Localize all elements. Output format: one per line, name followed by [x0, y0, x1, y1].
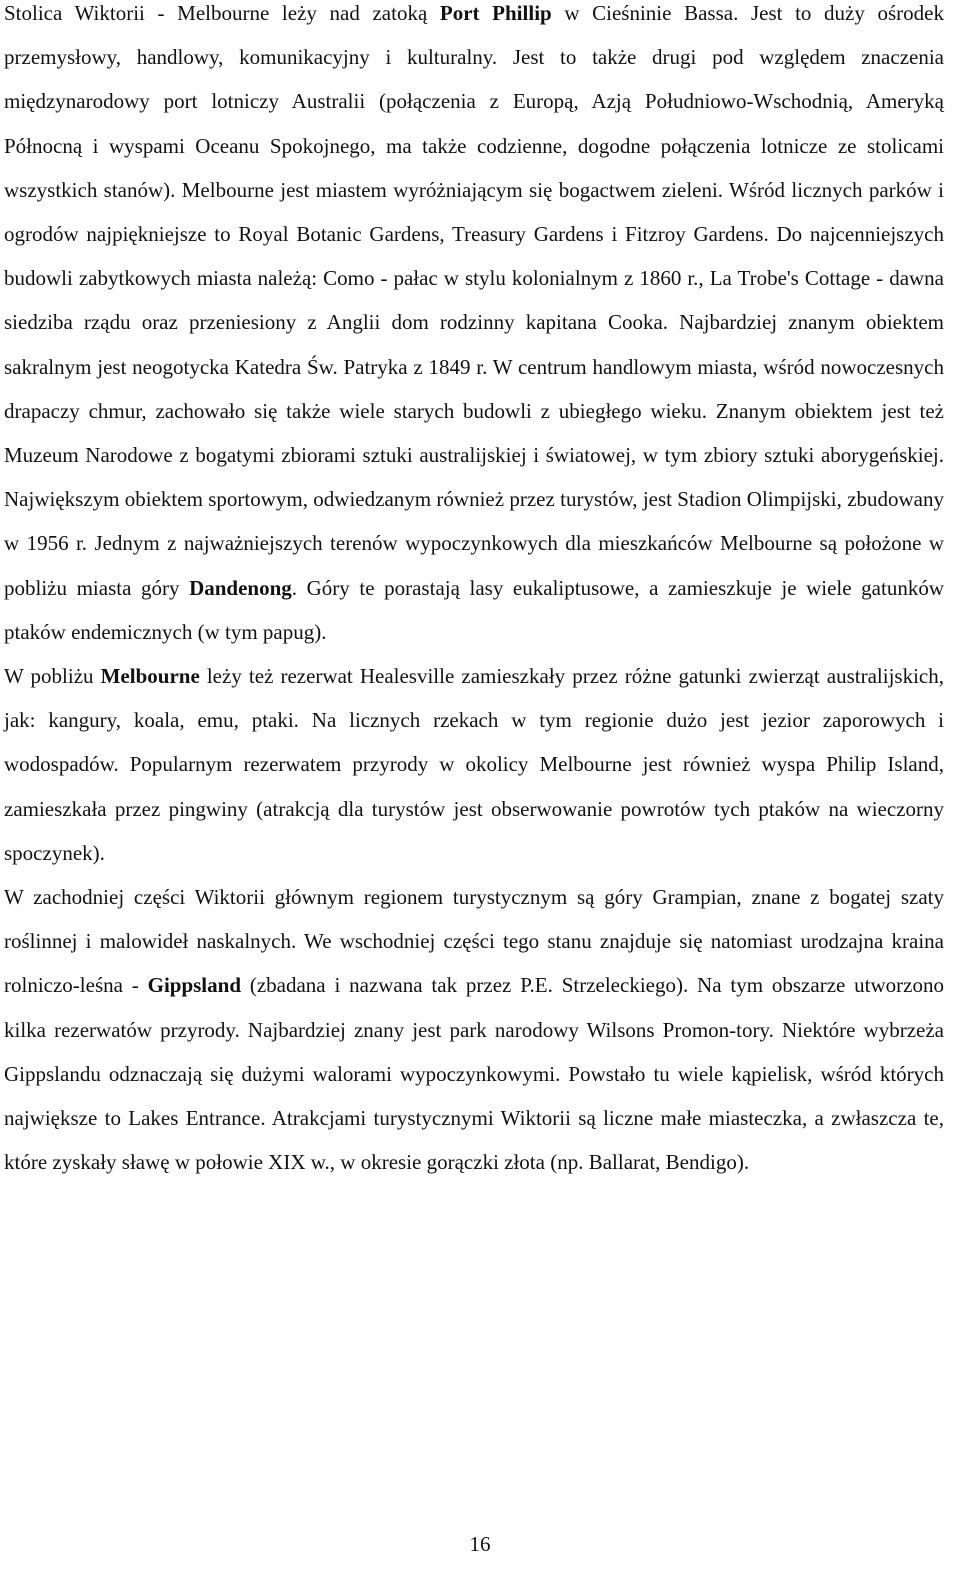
- paragraph-western-eastern-victoria: [4, 875, 944, 1184]
- dandenong-bold: Dandenong: [189, 575, 292, 600]
- paragraph-1-text-3: . Góry te porastają lasy eukaliptusowe, a zamieszkuje je wiele gatunków ptaków endemicznych (w tym papug).: [4, 575, 944, 644]
- port-phillip-bold: Port Phillip: [439, 1, 552, 25]
- paragraph-healesville-reserve: [4, 654, 944, 875]
- paragraph-2-text-1: W pobliżu: [4, 664, 101, 689]
- paragraph-melbourne-city: [4, 0, 944, 654]
- paragraph-3-text-1: W zachodniej części Wiktorii głównym regionem turystycznym są góry Grampian, znane z bogatej szaty roślinnej i malowideł naskalnych. We wschodniej części tego stanu znajduje się natomiast urodzajna kraina rolniczo-leśna -: [4, 885, 944, 998]
- paragraph-1-text-2: w Cieśninie Bassa. Jest to duży ośrodek przemysłowy, handlowy, komunikacyjny i kulturalny. Jest to także drugi pod względem znaczenia międzynarodowy port lotniczy Australii (połączenia z Europą, Azją Południowo-Wschodnią, Ameryką Północną i wyspami Oceanu Spokojnego, ma także codzienne, dogodne połączenia lotnicze ze stolicami wszystkich stanów). Melbourne jest miastem wyróżniającym się bogactwem zieleni. Wśród licznych parków i ogrodów najpiękniejsze to Royal Botanic Gardens, Treasury Gardens i Fitzroy Gardens. Do najcenniejszych budowli zabytkowych miasta należą: Como - pałac w stylu kolonialnym z 1860 r., La Trobe's Cottage - dawna siedziba rządu oraz przeniesiony z Anglii dom rodzinny kapitana Cooka. Najbardziej znanym obiektem sakralnym jest neogotycka Katedra Św. Patryka z 1849 r. W centrum handlowym miasta, wśród nowoczesnych drapaczy chmur, zachowało się także wiele starych budowli z ubiegłego wieku. Znanym obiektem jest też Muzeum Narodowe z bogatymi zbiorami sztuki australijskiej i światowej, w tym zbiory sztuki aborygeńskiej. Największym obiektem sportowym, odwiedzanym również przez turystów, jest Stadion Olimpijski, zbudowany w 1956 r. Jednym z najważniejszych terenów wypoczynkowych dla mieszkańców Melbourne są położone w pobliżu miasta góry: [4, 1, 944, 600]
- melbourne-bold: Melbourne: [100, 664, 200, 689]
- paragraph-3-text-2: (zbadana i nazwana tak przez P.E. Strzeleckiego). Na tym obszarze utworzono kilka rezerwatów przyrody. Najbardziej znany jest park narodowy Wilsons Promon-tory. Niektóre wybrzeża Gippslandu odznaczają się dużymi walorami wypoczynkowymi. Powstało tu wiele kąpielisk, wśród których największe to Lakes Entrance. Atrakcjami turystycznymi Wiktorii są liczne małe miasteczka, a zwłaszcza te, które zyskały sławę w połowie XIX w., w okresie gorączki złota (np. Ballarat, Bendigo).: [4, 973, 944, 1175]
- page-number: 16: [469, 1532, 491, 1556]
- gippsland-bold: Gippsland: [147, 973, 242, 998]
- paragraph-1-text-1: Stolica Wiktorii - Melbourne leży nad zatoką: [4, 1, 440, 25]
- paragraph-2-text-2: leży też rezerwat Healesville zamieszkały przez różne gatunki zwierząt australijskich, jak: kangury, koala, emu, ptaki. Na licznych rzekach w tym regionie dużo jest jezior zaporowych i wodospadów. Popularnym rezerwatem przyrody w okolicy Melbourne jest również wyspa Philip Island, zamieszkała przez pingwiny (atrakcją dla turystów jest obserwowanie powrotów tych ptaków na wieczorny spoczynek).: [4, 664, 944, 865]
